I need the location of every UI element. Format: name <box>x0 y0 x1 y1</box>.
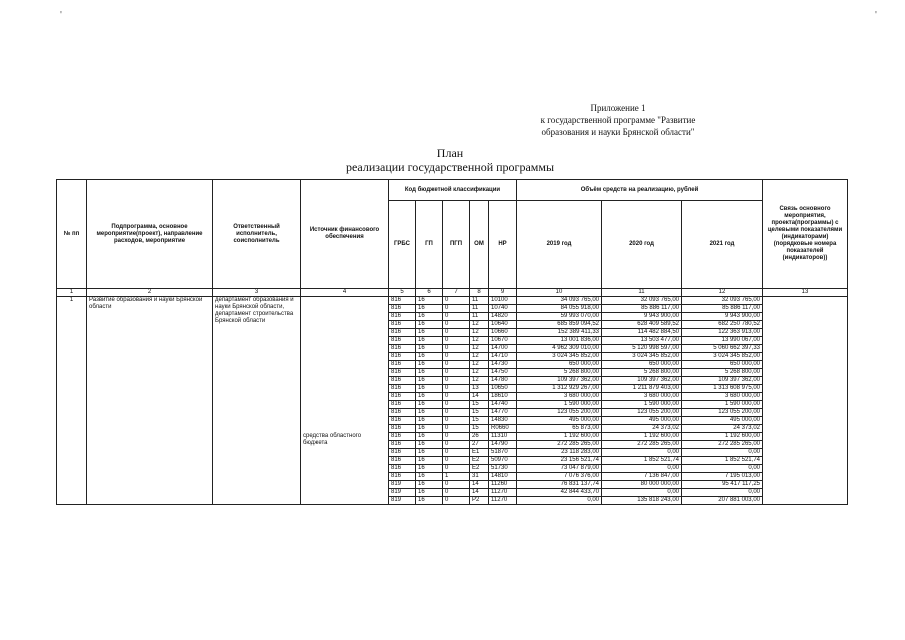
pgp-cell: 0 <box>443 305 470 313</box>
pgp-cell: 0 <box>443 409 470 417</box>
np-cell: 11310 <box>489 433 517 441</box>
amount-2021: 1 313 608 975,00 <box>682 385 763 393</box>
pgp-cell: 0 <box>443 337 470 345</box>
grbs-cell: 816 <box>389 473 416 481</box>
gp-cell: 16 <box>416 345 443 353</box>
gp-cell: 16 <box>416 329 443 337</box>
pgp-cell: 0 <box>443 321 470 329</box>
header-responsible: Ответственный исполнитель, соисполнитель <box>213 180 301 289</box>
om-cell: 27 <box>470 441 489 449</box>
grbs-cell: 816 <box>389 297 416 305</box>
om-cell: 12 <box>470 377 489 385</box>
np-cell: 11270 <box>489 497 517 505</box>
amount-2019: 109 397 362,00 <box>517 377 602 385</box>
amount-2021: 5 060 662 397,33 <box>682 345 763 353</box>
amount-2021: 3 680 000,00 <box>682 393 763 401</box>
amount-2021: 207 881 003,00 <box>682 497 763 505</box>
gp-cell: 16 <box>416 313 443 321</box>
om-cell: 12 <box>470 353 489 361</box>
gp-cell: 16 <box>416 425 443 433</box>
om-cell: E2 <box>470 457 489 465</box>
amount-2020: 495 000,00 <box>602 417 682 425</box>
column-index: 5 <box>389 289 416 297</box>
amount-2019: 3 680 000,00 <box>517 393 602 401</box>
grbs-cell: 816 <box>389 321 416 329</box>
header-grbs: ГРБС <box>389 201 416 289</box>
column-index: 13 <box>763 289 848 297</box>
np-cell: 10670 <box>489 337 517 345</box>
grbs-cell: 816 <box>389 329 416 337</box>
pgp-cell: 0 <box>443 457 470 465</box>
pgp-cell: 0 <box>443 369 470 377</box>
grbs-cell: 819 <box>389 481 416 489</box>
amount-2019: 1 590 000,00 <box>517 401 602 409</box>
gp-cell: 16 <box>416 465 443 473</box>
amount-2019: 685 859 094,52 <box>517 321 602 329</box>
amount-2019: 23 118 283,00 <box>517 449 602 457</box>
om-cell: 14 <box>470 481 489 489</box>
grbs-cell: 819 <box>389 489 416 497</box>
om-cell: 12 <box>470 337 489 345</box>
np-cell: 14700 <box>489 345 517 353</box>
amount-2020: 1 852 521,74 <box>602 457 682 465</box>
amount-2021: 95 417 117,25 <box>682 481 763 489</box>
grbs-cell: 816 <box>389 425 416 433</box>
corner-mark-top-right: ' <box>875 10 877 21</box>
pgp-cell: 0 <box>443 401 470 409</box>
amount-2021: 9 943 900,00 <box>682 313 763 321</box>
amount-2019: 650 000,00 <box>517 361 602 369</box>
amount-2021: 650 000,00 <box>682 361 763 369</box>
om-cell: 12 <box>470 361 489 369</box>
np-cell: 11260 <box>489 481 517 489</box>
gp-cell: 16 <box>416 369 443 377</box>
amount-2019: 42 844 433,70 <box>517 489 602 497</box>
grbs-cell: 816 <box>389 465 416 473</box>
column-index: 9 <box>489 289 517 297</box>
header-subprogram: Подпрограмма, основное мероприятие(проект), направление расходов, мероприятие <box>87 180 213 289</box>
np-cell: 50970 <box>489 457 517 465</box>
om-cell: 31 <box>470 473 489 481</box>
amount-2021: 1 852 521,74 <box>682 457 763 465</box>
pgp-cell: 0 <box>443 361 470 369</box>
header-num: № пп <box>57 180 87 289</box>
link-cell <box>763 297 848 505</box>
amount-2020: 628 409 589,52 <box>602 321 682 329</box>
pgp-cell: 1 <box>443 473 470 481</box>
om-cell: 14 <box>470 393 489 401</box>
column-index: 11 <box>602 289 682 297</box>
column-index: 1 <box>57 289 87 297</box>
gp-cell: 16 <box>416 433 443 441</box>
amount-2020: 1 192 600,00 <box>602 433 682 441</box>
pgp-cell: 0 <box>443 329 470 337</box>
column-index-row <box>57 289 848 297</box>
column-index: 12 <box>682 289 763 297</box>
grbs-cell: 816 <box>389 433 416 441</box>
table-row <box>57 297 848 305</box>
row-number: 1 <box>57 297 87 505</box>
np-cell: 10740 <box>489 305 517 313</box>
amount-2021: 123 055 200,00 <box>682 409 763 417</box>
amount-2019: 495 000,00 <box>517 417 602 425</box>
amount-2020: 85 886 117,00 <box>602 305 682 313</box>
pgp-cell: 0 <box>443 433 470 441</box>
amount-2020: 80 000 000,00 <box>602 481 682 489</box>
pgp-cell: 0 <box>443 313 470 321</box>
appendix-note <box>518 102 718 138</box>
amount-2021: 32 093 765,00 <box>682 297 763 305</box>
source-text: средства областного бюджета <box>303 433 362 446</box>
header-pgp: ПГП <box>443 201 470 289</box>
amount-2020: 109 397 362,00 <box>602 377 682 385</box>
amount-2020: 32 093 765,00 <box>602 297 682 305</box>
amount-2019: 73 047 879,00 <box>517 465 602 473</box>
grbs-cell: 816 <box>389 401 416 409</box>
amount-2021: 272 285 265,00 <box>682 441 763 449</box>
om-cell: E2 <box>470 465 489 473</box>
column-index: 8 <box>470 289 489 297</box>
appendix-line-2: к государственной программе "Развитие <box>540 115 696 125</box>
amount-2019: 1 312 929 267,00 <box>517 385 602 393</box>
pgp-cell: 0 <box>443 425 470 433</box>
grbs-cell: 816 <box>389 345 416 353</box>
amount-2019: 123 055 200,00 <box>517 409 602 417</box>
np-cell: 14830 <box>489 417 517 425</box>
amount-2021: 0,00 <box>682 465 763 473</box>
grbs-cell: 816 <box>389 337 416 345</box>
appendix-line-1: Приложение 1 <box>590 103 646 113</box>
om-cell: 12 <box>470 369 489 377</box>
amount-2020: 135 818 243,00 <box>602 497 682 505</box>
om-cell: 14 <box>470 489 489 497</box>
header-np: НР <box>489 201 517 289</box>
amount-2021: 3 024 345 852,00 <box>682 353 763 361</box>
om-cell: 26 <box>470 433 489 441</box>
gp-cell: 16 <box>416 305 443 313</box>
np-cell: 14770 <box>489 409 517 417</box>
grbs-cell: 816 <box>389 385 416 393</box>
gp-cell: 16 <box>416 393 443 401</box>
np-cell: 14710 <box>489 353 517 361</box>
amount-2019: 4 962 309 010,00 <box>517 345 602 353</box>
amount-2021: 0,00 <box>682 489 763 497</box>
amount-2021: 85 886 117,00 <box>682 305 763 313</box>
grbs-cell: 816 <box>389 377 416 385</box>
amount-2021: 0,00 <box>682 449 763 457</box>
grbs-cell: 816 <box>389 361 416 369</box>
amount-2020: 0,00 <box>602 449 682 457</box>
np-cell: 18610 <box>489 393 517 401</box>
header-funds: Объём средств на реализацию, рублей <box>517 180 763 201</box>
np-cell: 10660 <box>489 329 517 337</box>
grbs-cell: 816 <box>389 417 416 425</box>
amount-2019: 34 093 765,00 <box>517 297 602 305</box>
amount-2021: 7 195 013,00 <box>682 473 763 481</box>
gp-cell: 16 <box>416 385 443 393</box>
amount-2019: 1 192 600,00 <box>517 433 602 441</box>
grbs-cell: 816 <box>389 369 416 377</box>
pgp-cell: 0 <box>443 489 470 497</box>
np-cell: 14730 <box>489 361 517 369</box>
om-cell: 12 <box>470 329 489 337</box>
amount-2019: 7 076 376,00 <box>517 473 602 481</box>
gp-cell: 16 <box>416 497 443 505</box>
gp-cell: 16 <box>416 409 443 417</box>
title-line-1: План <box>436 146 464 160</box>
om-cell: 12 <box>470 345 489 353</box>
amount-2021: 109 397 362,00 <box>682 377 763 385</box>
amount-2019: 65 873,00 <box>517 425 602 433</box>
pgp-cell: 0 <box>443 417 470 425</box>
pgp-cell: 0 <box>443 449 470 457</box>
np-cell: R0660 <box>489 425 517 433</box>
responsible-cell: департамент образования и науки Брянской области, департамент строительства Брянской области <box>213 297 301 505</box>
gp-cell: 16 <box>416 337 443 345</box>
amount-2020: 5 268 800,00 <box>602 369 682 377</box>
header-budget-code: Код бюджетной классификации <box>389 180 517 201</box>
amount-2020: 272 285 265,00 <box>602 441 682 449</box>
amount-2020: 1 590 000,00 <box>602 401 682 409</box>
pgp-cell: 0 <box>443 377 470 385</box>
header-link: Связь основного мероприятия, проекта(программы) с целевыми показателями (индикаторами) (порядковые номера показателей (индикаторов)) <box>763 180 848 289</box>
gp-cell: 16 <box>416 321 443 329</box>
grbs-cell: 816 <box>389 409 416 417</box>
amount-2019: 272 285 265,00 <box>517 441 602 449</box>
amount-2021: 13 990 067,00 <box>682 337 763 345</box>
om-cell: 11 <box>470 297 489 305</box>
grbs-cell: 816 <box>389 305 416 313</box>
column-index: 6 <box>416 289 443 297</box>
header-2020: 2020 год <box>602 201 682 289</box>
om-cell: 15 <box>470 409 489 417</box>
om-cell: 12 <box>470 321 489 329</box>
subprogram-cell: Развитие образования и науки Брянской области <box>87 297 213 505</box>
grbs-cell: 816 <box>389 313 416 321</box>
pgp-cell: 0 <box>443 465 470 473</box>
pgp-cell: 0 <box>443 441 470 449</box>
np-cell: 14790 <box>489 441 517 449</box>
column-index: 2 <box>87 289 213 297</box>
om-cell: 15 <box>470 417 489 425</box>
grbs-cell: 816 <box>389 441 416 449</box>
amount-2019: 59 993 070,00 <box>517 313 602 321</box>
amount-2019: 0,00 <box>517 497 602 505</box>
gp-cell: 16 <box>416 473 443 481</box>
amount-2021: 682 250 780,52 <box>682 321 763 329</box>
np-cell: 14780 <box>489 377 517 385</box>
header-om: ОМ <box>470 201 489 289</box>
amount-2021: 1 192 600,00 <box>682 433 763 441</box>
header-2019: 2019 год <box>517 201 602 289</box>
column-index: 7 <box>443 289 470 297</box>
pgp-cell: 0 <box>443 385 470 393</box>
column-index: 4 <box>301 289 389 297</box>
om-cell: 15 <box>470 401 489 409</box>
np-cell: 14740 <box>489 401 517 409</box>
amount-2020: 5 120 998 597,00 <box>602 345 682 353</box>
pgp-cell: 0 <box>443 481 470 489</box>
amount-2020: 13 503 477,00 <box>602 337 682 345</box>
amount-2019: 13 001 836,00 <box>517 337 602 345</box>
pgp-cell: 0 <box>443 297 470 305</box>
amount-2020: 3 680 000,00 <box>602 393 682 401</box>
np-cell: 51730 <box>489 465 517 473</box>
amount-2019: 5 268 800,00 <box>517 369 602 377</box>
pgp-cell: 0 <box>443 393 470 401</box>
gp-cell: 16 <box>416 441 443 449</box>
header-2021: 2021 год <box>682 201 763 289</box>
gp-cell: 16 <box>416 489 443 497</box>
amount-2020: 24 373,02 <box>602 425 682 433</box>
amount-2019: 23 156 521,74 <box>517 457 602 465</box>
om-cell: 11 <box>470 313 489 321</box>
amount-2020: 123 055 200,00 <box>602 409 682 417</box>
grbs-cell: 816 <box>389 393 416 401</box>
np-cell: 14810 <box>489 473 517 481</box>
pgp-cell: 0 <box>443 345 470 353</box>
gp-cell: 16 <box>416 481 443 489</box>
amount-2019: 152 389 411,33 <box>517 329 602 337</box>
amount-2020: 114 482 884,50 <box>602 329 682 337</box>
document-title <box>290 146 610 174</box>
amount-2021: 5 268 800,00 <box>682 369 763 377</box>
appendix-line-3: образования и науки Брянской области" <box>541 127 695 137</box>
pgp-cell: 0 <box>443 497 470 505</box>
np-cell: 10650 <box>489 385 517 393</box>
header-source: Источник финансового обеспечения <box>301 180 389 289</box>
source-cell <box>301 297 389 505</box>
grbs-cell: 819 <box>389 497 416 505</box>
gp-cell: 16 <box>416 457 443 465</box>
amount-2021: 1 590 000,00 <box>682 401 763 409</box>
amount-2019: 84 055 918,00 <box>517 305 602 313</box>
amount-2021: 122 363 913,00 <box>682 329 763 337</box>
om-cell: E1 <box>470 449 489 457</box>
amount-2020: 3 024 345 852,00 <box>602 353 682 361</box>
grbs-cell: 816 <box>389 457 416 465</box>
gp-cell: 16 <box>416 401 443 409</box>
np-cell: 10100 <box>489 297 517 305</box>
amount-2020: 0,00 <box>602 465 682 473</box>
amount-2020: 0,00 <box>602 489 682 497</box>
plan-table <box>56 179 848 505</box>
amount-2020: 7 136 847,00 <box>602 473 682 481</box>
amount-2020: 9 943 900,00 <box>602 313 682 321</box>
corner-mark-top-left: ' <box>60 10 62 21</box>
header-gp: ГП <box>416 201 443 289</box>
np-cell: 14750 <box>489 369 517 377</box>
np-cell: 51870 <box>489 449 517 457</box>
amount-2020: 1 211 879 403,00 <box>602 385 682 393</box>
column-index: 3 <box>213 289 301 297</box>
gp-cell: 16 <box>416 449 443 457</box>
om-cell: 15 <box>470 425 489 433</box>
title-line-2: реализации государственной программы <box>345 160 555 174</box>
amount-2020: 650 000,00 <box>602 361 682 369</box>
gp-cell: 16 <box>416 353 443 361</box>
grbs-cell: 816 <box>389 353 416 361</box>
amount-2021: 495 000,00 <box>682 417 763 425</box>
amount-2019: 76 831 137,74 <box>517 481 602 489</box>
np-cell: 10640 <box>489 321 517 329</box>
gp-cell: 16 <box>416 417 443 425</box>
amount-2019: 3 024 345 852,00 <box>517 353 602 361</box>
gp-cell: 16 <box>416 377 443 385</box>
gp-cell: 16 <box>416 361 443 369</box>
om-cell: 11 <box>470 305 489 313</box>
gp-cell: 16 <box>416 297 443 305</box>
grbs-cell: 816 <box>389 449 416 457</box>
om-cell: 13 <box>470 385 489 393</box>
np-cell: 11270 <box>489 489 517 497</box>
np-cell: 14820 <box>489 313 517 321</box>
pgp-cell: 0 <box>443 353 470 361</box>
amount-2021: 24 373,02 <box>682 425 763 433</box>
om-cell: P2 <box>470 497 489 505</box>
column-index: 10 <box>517 289 602 297</box>
